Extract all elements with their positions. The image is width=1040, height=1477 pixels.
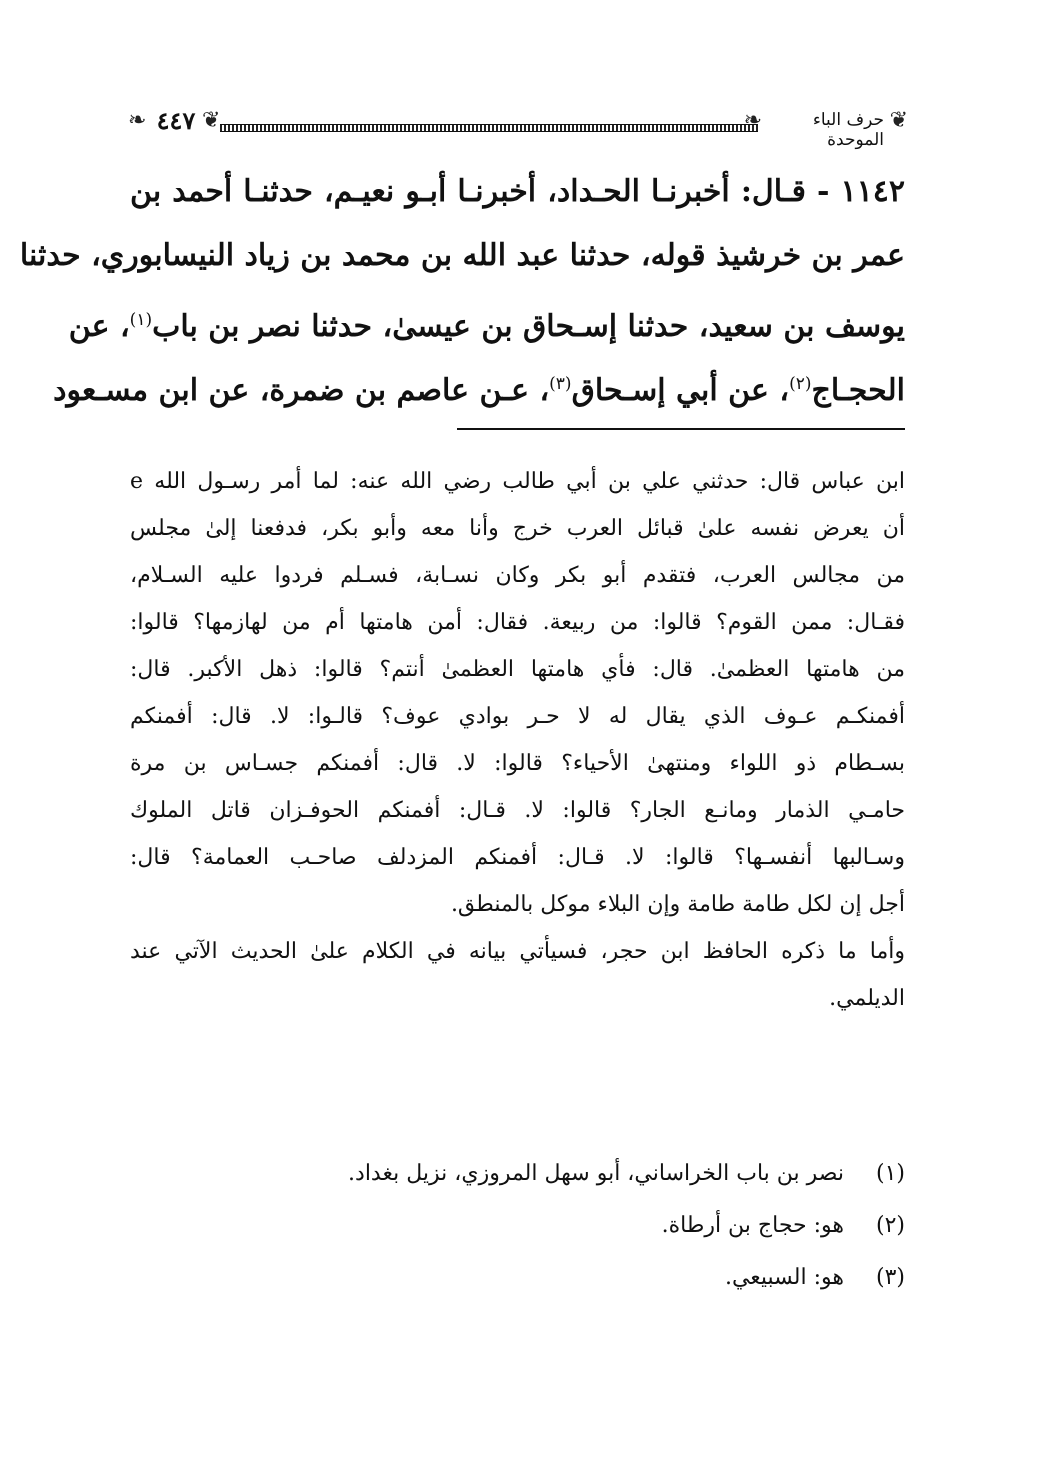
note-line: فقـال: ممن القوم؟ قالوا: من ربيعة. فقال: أمن هامتها أم من لهازمها؟ قالوا: — [130, 610, 905, 635]
main-hadith-text — [19, 160, 905, 416]
note-line: ابن عباس قال: حدثني علي بن أبي طالب رضي الله عنه: لما أمر رسـول الله e — [130, 469, 905, 494]
chapter-title: حرف الباء الموحدة — [812, 110, 884, 150]
note-line: من مجالس العرب، فتقدم أبو بكر وكان نسـابة، فسـلم فردوا عليه السـلام، — [130, 563, 905, 588]
note-line: حامـي الذمار ومانـع الجار؟ قالوا: لا. قـال: أفمنكم الحوفـزان قاتل الملوك — [130, 798, 905, 823]
note-line: وسـالبها أنفسـها؟ قالوا: لا. قـال: أفمنكم المزدلف صاحـب العمامة؟ قال: — [130, 845, 905, 870]
continued-footnote — [130, 458, 905, 1022]
footnote-text: هو: السبيعي. — [724, 1265, 844, 1290]
footnote-list — [130, 1148, 905, 1304]
page-header — [128, 98, 908, 150]
footnote-item — [130, 1252, 905, 1304]
footnote-number: (١) — [875, 1161, 905, 1186]
main-line-text: ، عن أبي إسـحاق — [571, 373, 790, 408]
main-line: عمر بن خرشيذ قوله، حدثنا عبد الله بن محمد بن زياد النيسابوري، حدثنا — [19, 238, 905, 273]
main-line-text: ، عن — [68, 309, 130, 344]
main-line: ١١٤٢ - قـال: أخبرنـا الحـداد، أخبرنـا أبـو نعيـم، حدثنـا أحمد بن — [130, 174, 905, 209]
main-line-text: ابن مسـعود — [53, 373, 199, 408]
main-line-text: الحجـاج — [811, 373, 905, 408]
footnote-text: نصر بن باب الخراساني، أبو سهل المروزي، نزيل بغداد. — [348, 1161, 844, 1186]
ornament-icon: ❧ — [128, 108, 147, 133]
footnote-text: هو: حجاج بن أرطاة. — [661, 1213, 844, 1238]
note-line: وأما ما ذكره الحافظ ابن حجر، فسيأتي بيانه في الكلام علىٰ الحديث الآتي عند — [130, 939, 906, 964]
footnote-ref[interactable]: (٣) — [549, 374, 572, 394]
footnote-item — [130, 1200, 905, 1252]
note-line: أجل إن لكل طامة طامة وإن البلاء موكل بالمنطق. — [450, 892, 905, 917]
footnote-separator — [457, 428, 905, 430]
note-line: من هامتها العظمىٰ. قال: فأي هامتها العظمىٰ أنتم؟ قالوا: ذهل الأكبر. قال: — [130, 657, 905, 682]
header-rule — [220, 124, 758, 132]
note-line: بسـطام ذو اللواء ومنتهىٰ الأحياء؟ قالوا: لا. قال: أفمنكم جسـاس بن مرة — [130, 751, 905, 776]
page-number: ٤٤٧ — [156, 106, 196, 135]
footnote-ref[interactable]: (٢) — [789, 374, 812, 394]
footnote-number: (٣) — [875, 1265, 905, 1290]
footnote-item — [130, 1148, 905, 1200]
ornament-icon: ❦ — [202, 108, 221, 133]
note-line: أن يعرض نفسه علىٰ قبائل العرب خرج وأنا معه وأبو بكر، فدفعنا إلىٰ مجلس — [130, 516, 905, 541]
note-line: الديلمي. — [829, 986, 905, 1011]
note-line: أفمنكـم عـوف الذي يقال له لا حـر بوادي عوف؟ قالـوا: لا. قال: أفمنكم — [130, 704, 905, 729]
footnote-ref[interactable]: (١) — [129, 310, 153, 330]
footnote-number: (٢) — [875, 1213, 905, 1238]
main-line — [53, 352, 905, 416]
ornament-icon: ❦ — [889, 108, 908, 133]
main-line — [68, 288, 905, 352]
ornament-icon: ❧ — [743, 108, 762, 133]
main-line-text: يوسف بن سعيد، حدثنا إسـحاق بن عيسىٰ، حدثنا نصر بن باب — [152, 309, 905, 344]
main-line-text: ، عـن عاصم بن ضمرة، عن — [208, 373, 550, 408]
